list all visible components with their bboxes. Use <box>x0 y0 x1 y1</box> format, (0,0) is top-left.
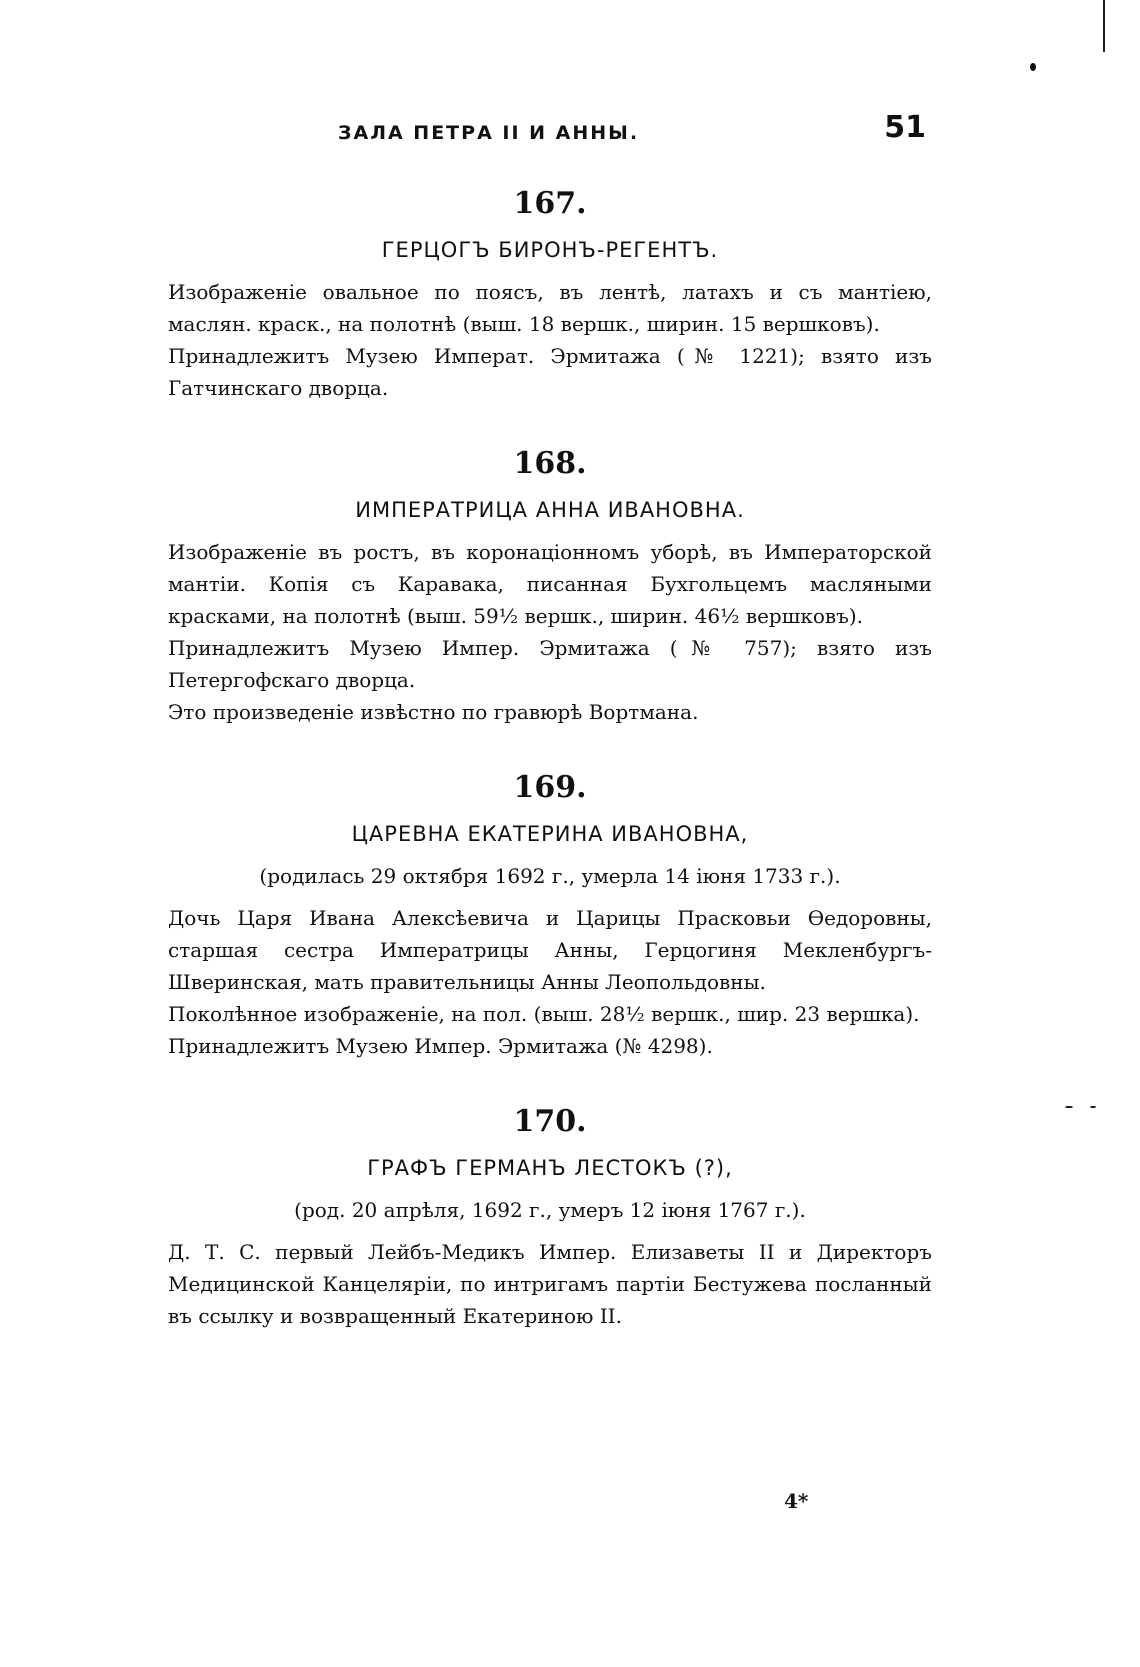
entry-paragraph: Принадлежитъ Музею Императ. Эрмитажа (№ 1221); взято изъ Гатчинскаго дворца. <box>168 344 932 400</box>
entry-paragraph: Поколѣнное изображеніе, на пол. (выш. 28½ вершк., шир. 23 вершка). <box>168 1002 920 1026</box>
entry-paragraph: Это произведеніе извѣстно по гравюрѣ Вортмана. <box>168 700 699 724</box>
entry-number: 167. <box>513 186 587 221</box>
signature-mark: 4* <box>784 1489 809 1513</box>
entry-paragraph: Изображеніе въ ростъ, въ коронаціонномъ уборѣ, въ Императорской мантіи. Копія съ Каравака, писанная Бухгольцемъ масляными красками, на полотнѣ (выш. 59½ вершк., ширин. 46½ вершковъ). <box>168 540 932 628</box>
speck <box>1065 1106 1073 1108</box>
running-title: ЗАЛА ПЕТРА II И АННЫ. <box>338 122 640 144</box>
catalog-entry <box>168 444 932 728</box>
page-body <box>168 110 932 1372</box>
entry-number: 168. <box>513 446 587 481</box>
catalog-entry <box>168 768 932 1062</box>
entry-number: 169. <box>513 770 587 805</box>
entry-subtitle: (родилась 29 октября 1692 г., умерла 14 іюня 1733 г.). <box>259 864 841 888</box>
page-edge-line <box>1103 0 1105 52</box>
entry-title: ЦАРЕВНА ЕКАТЕРИНА ИВАНОВНА, <box>351 822 749 846</box>
entry-title: ГЕРЦОГЪ БИРОНЪ-РЕГЕНТЪ. <box>381 238 719 262</box>
running-header <box>168 110 932 162</box>
entry-title: ГРАФЪ ГЕРМАНЪ ЛЕСТОКЪ (?), <box>367 1156 733 1180</box>
catalog-entry <box>168 184 932 404</box>
speck <box>1090 1106 1096 1108</box>
entry-paragraph: Принадлежитъ Музею Импер. Эрмитажа (№ 757); взято изъ Петергофскаго дворца. <box>168 636 932 692</box>
entry-paragraph: Изображеніе овальное по поясъ, въ лентѣ, латахъ и съ мантіею, маслян. краск., на полотнѣ (выш. 18 вершк., ширин. 15 вершковъ). <box>168 280 932 336</box>
entry-subtitle: (род. 20 апрѣля, 1692 г., умеръ 12 іюня 1767 г.). <box>294 1198 806 1222</box>
page-number: 51 <box>884 110 926 145</box>
speck <box>1030 63 1036 71</box>
entry-paragraph: Дочь Царя Ивана Алексѣевича и Царицы Прасковьи Ѳедоровны, старшая сестра Императрицы Анны, Герцогиня Мекленбургъ-Шверинская, мать правительницы Анны Леопольдовны. <box>168 906 932 994</box>
catalog-entry <box>168 1102 932 1332</box>
entry-number: 170. <box>513 1104 587 1139</box>
entry-paragraph: Д. Т. С. первый Лейбъ-Медикъ Импер. Елизаветы II и Директоръ Медицинской Канцеляріи, по интригамъ партіи Бестужева посланный въ ссылку и возвращенный Екатериною II. <box>168 1240 932 1328</box>
entry-paragraph: Принадлежитъ Музею Импер. Эрмитажа (№ 4298). <box>168 1034 713 1058</box>
entry-title: ИМПЕРАТРИЦА АННА ИВАНОВНА. <box>355 498 745 522</box>
